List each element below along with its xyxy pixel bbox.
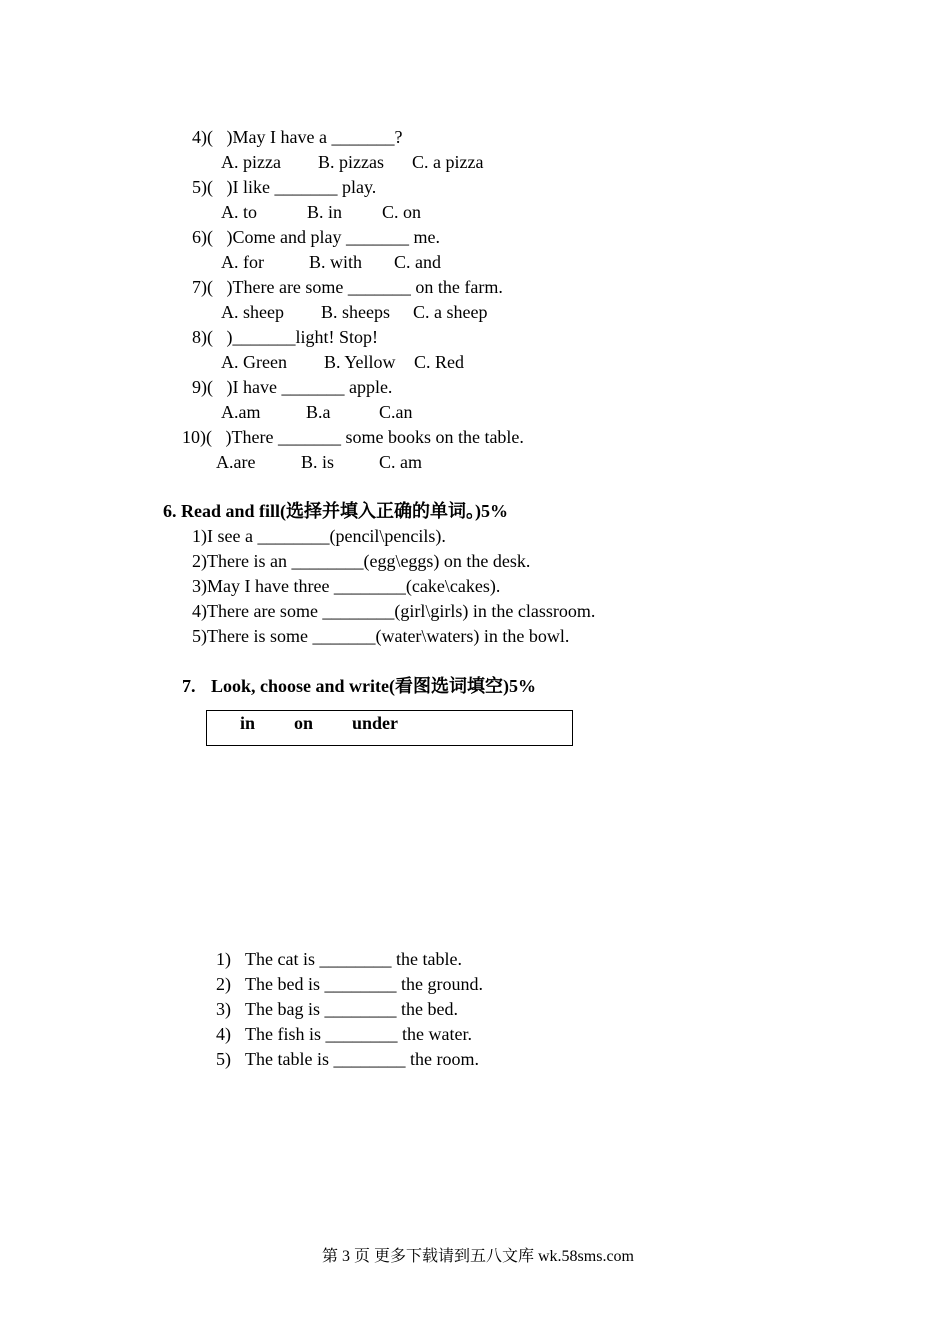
fill-item-1: 1)I see a ________(pencil\pencils). bbox=[192, 526, 446, 546]
question-7-option-b: B. sheeps bbox=[321, 302, 390, 322]
question-10: 10)( )There _______ some books on the table. bbox=[182, 427, 524, 447]
question-5-option-b: B. in bbox=[307, 202, 343, 222]
fill-item-5: 5)There is some _______(water\waters) in the bowl. bbox=[192, 626, 570, 646]
question-6-option-b: B. with bbox=[309, 252, 363, 272]
look-item-1-text: The cat is ________ the table. bbox=[245, 949, 462, 969]
look-item-2-text: The bed is ________ the ground. bbox=[245, 974, 483, 994]
question-5: 5)( )I like _______ play. bbox=[192, 177, 377, 197]
question-8-option-a: A. Green bbox=[221, 352, 287, 372]
question-10-option-a: A.are bbox=[216, 452, 256, 472]
question-9-option-b: B.a bbox=[306, 402, 331, 422]
question-8-option-b: B. Yellow bbox=[324, 352, 396, 372]
look-item-4-text: The fish is ________ the water. bbox=[245, 1024, 472, 1044]
look-item-4-number: 4) bbox=[216, 1024, 231, 1044]
fill-item-2: 2)There is an ________(egg\eggs) on the desk. bbox=[192, 551, 531, 571]
question-10-option-c: C. am bbox=[379, 452, 422, 472]
question-5-option-c: C. on bbox=[382, 202, 422, 222]
question-4-option-b: B. pizzas bbox=[318, 152, 384, 172]
question-9-option-a: A.am bbox=[221, 402, 261, 422]
look-item-5-number: 5) bbox=[216, 1049, 231, 1069]
word-bank-under: under bbox=[352, 713, 399, 733]
question-7-option-a: A. sheep bbox=[221, 302, 284, 322]
question-7: 7)( )There are some _______ on the farm. bbox=[192, 277, 503, 297]
fill-item-3: 3)May I have three ________(cake\cakes). bbox=[192, 576, 501, 596]
question-6: 6)( )Come and play _______ me. bbox=[192, 227, 440, 247]
section-7-title: Look, choose and write(看图选词填空)5% bbox=[211, 676, 536, 696]
fill-item-4: 4)There are some ________(girl\girls) in the classroom. bbox=[192, 601, 596, 621]
question-6-option-a: A. for bbox=[221, 252, 264, 272]
word-bank-box bbox=[206, 710, 573, 746]
look-item-3-number: 3) bbox=[216, 999, 231, 1019]
look-item-3-text: The bag is ________ the bed. bbox=[245, 999, 458, 1019]
look-item-2-number: 2) bbox=[216, 974, 231, 994]
question-10-option-b: B. is bbox=[301, 452, 335, 472]
question-4-option-a: A. pizza bbox=[221, 152, 281, 172]
word-bank-on: on bbox=[294, 713, 314, 733]
question-7-option-c: C. a sheep bbox=[413, 302, 488, 322]
question-8-option-c: C. Red bbox=[414, 352, 465, 372]
question-6-option-c: C. and bbox=[394, 252, 441, 272]
question-8: 8)( )_______light! Stop! bbox=[192, 327, 378, 347]
word-bank-in: in bbox=[240, 713, 256, 733]
question-4-option-c: C. a pizza bbox=[412, 152, 484, 172]
question-5-option-a: A. to bbox=[221, 202, 257, 222]
page-footer: 第 3 页 更多下载请到五八文库 wk.58sms.com bbox=[322, 1248, 635, 1265]
section-7-number: 7. bbox=[182, 676, 196, 696]
look-item-1-number: 1) bbox=[216, 949, 231, 969]
section-6-title: 6. Read and fill(选择并填入正确的单词。)5% bbox=[163, 501, 509, 521]
question-9: 9)( )I have _______ apple. bbox=[192, 377, 393, 397]
question-9-option-c: C.an bbox=[379, 402, 413, 422]
look-item-5-text: The table is ________ the room. bbox=[245, 1049, 479, 1069]
question-4: 4)( )May I have a _______? bbox=[192, 127, 403, 147]
